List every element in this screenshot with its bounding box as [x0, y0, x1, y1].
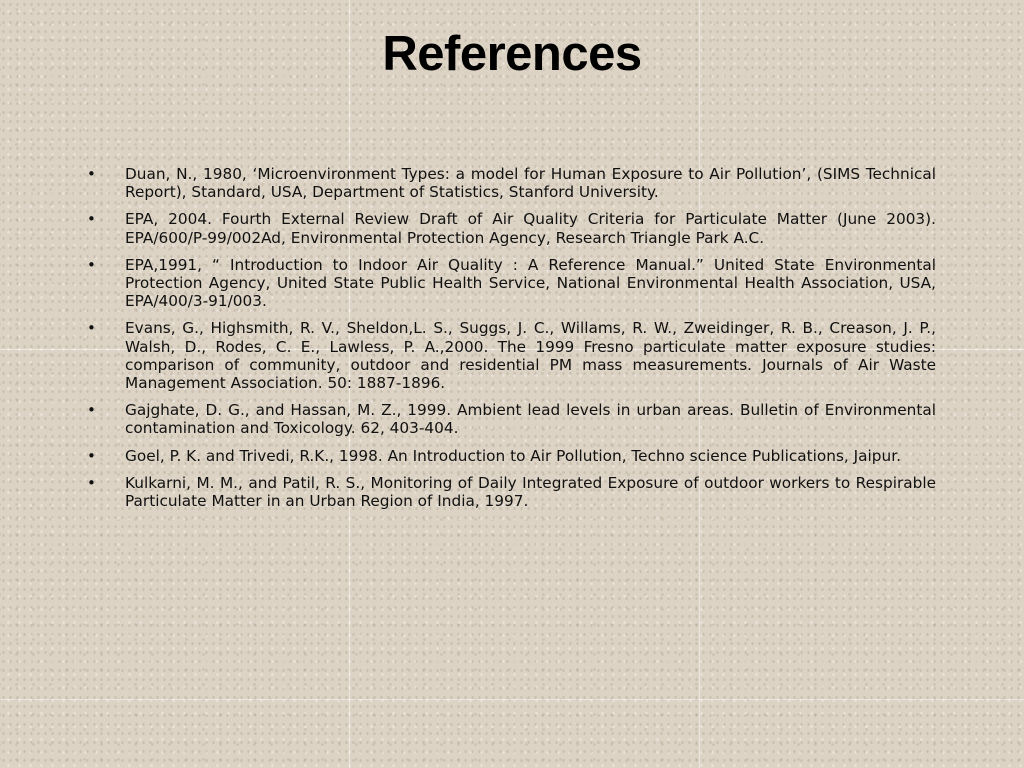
reference-text: Duan, N., 1980, ‘Microenvironment Types: a model for Human Exposure to Air Pollution’, (SIMS Technical Report), Standard, USA, Department of Statistics, Stanford University.	[125, 165, 936, 202]
reference-item	[84, 210, 936, 246]
background-tile-seam	[0, 699, 1024, 700]
reference-text: Gajghate, D. G., and Hassan, M. Z., 1999. Ambient lead levels in urban areas. Bulletin of Environmental contamination and Toxicology. 62, 403-404.	[125, 401, 936, 438]
reference-item	[84, 401, 936, 437]
bullet-icon: •	[87, 446, 96, 465]
reference-item	[84, 256, 936, 311]
bullet-icon: •	[87, 255, 96, 274]
bullet-icon: •	[87, 210, 96, 229]
reference-text: EPA, 2004. Fourth External Review Draft of Air Quality Criteria for Particulate Matter (June 2003). EPA/600/P-99/002Ad, Environmental Protection Agency, Research Triangle Park A.C.	[125, 210, 936, 247]
references-list	[84, 165, 936, 519]
reference-item	[84, 165, 936, 201]
bullet-icon: •	[87, 401, 96, 420]
reference-text: Evans, G., Highsmith, R. V., Sheldon,L. S., Suggs, J. C., Willams, R. W., Zweidinger, R. B., Creason, J. P., Walsh, D., Rodes, C. E., Lawless, P. A.,2000. The 1999 Fresno particulate matter exposure studies: comparison of community, outdoor and residential PM mass measurements. Journals of Air Waste Management Association. 50: 1887-1896.	[125, 319, 936, 393]
reference-item	[84, 474, 936, 510]
slide-title: References	[382, 27, 642, 81]
reference-item	[84, 319, 936, 392]
reference-text: EPA,1991, “ Introduction to Indoor Air Quality : A Reference Manual.” United State Environmental Protection Agency, United State Public Health Service, National Environmental Health Association, USA, EPA/400/3-91/003.	[125, 255, 936, 311]
reference-item	[84, 447, 936, 465]
bullet-icon: •	[87, 319, 96, 338]
bullet-icon: •	[87, 165, 96, 183]
bullet-icon: •	[87, 473, 96, 492]
reference-text: Kulkarni, M. M., and Patil, R. S., Monitoring of Daily Integrated Exposure of outdoor workers to Respirable Particulate Matter in an Urban Region of India, 1997.	[125, 473, 936, 511]
reference-text: Goel, P. K. and Trivedi, R.K., 1998. An Introduction to Air Pollution, Techno science Publications, Jaipur.	[125, 446, 901, 465]
